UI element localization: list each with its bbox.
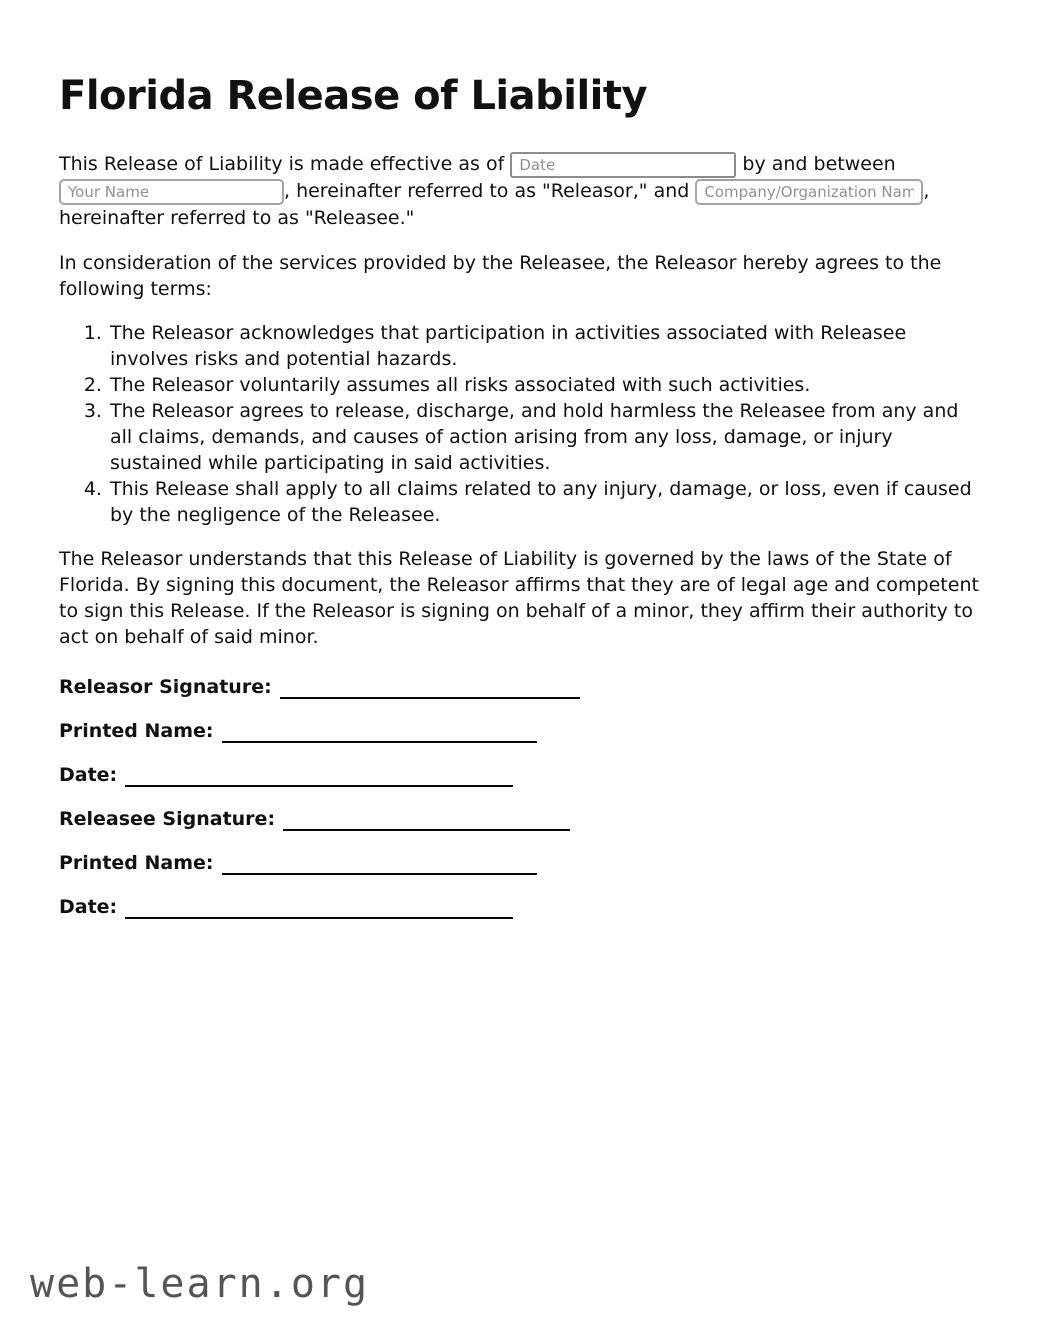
- term-item-4: 4. This Release shall apply to all claims related to any injury, damage, or loss, even if caused by the negligence of the Releasee.: [108, 476, 979, 528]
- consideration-paragraph: In consideration of the services provided by the Releasee, the Releasor hereby agrees to the following terms:: [59, 252, 942, 300]
- releasor-printed-name-label: Printed Name:: [59, 720, 214, 742]
- intro-text-after-name: , hereinafter referred to as "Releasor," and: [284, 180, 690, 202]
- governing-law-paragraph: The Releasor understands that this Release of Liability is governed by the laws of the State of Florida. By signing this document, the Releasor affirms that they are of legal age and competent to sign this Release. If the Releasor is signing on behalf of a minor, they affirm their authority to act on behalf of said minor.: [59, 548, 979, 648]
- signature-block: [59, 675, 979, 919]
- intro-paragraph: [59, 151, 979, 232]
- company-name-input[interactable]: [695, 179, 923, 205]
- term-item-2: 2. The Releasor voluntarily assumes all risks associated with such activities.: [108, 372, 979, 398]
- releasee-date-label: Date:: [59, 896, 118, 918]
- releasee-printed-name-label: Printed Name:: [59, 852, 214, 874]
- terms-list: [59, 320, 979, 528]
- releasee-signature-label: Releasee Signature:: [59, 808, 276, 830]
- document-title: Florida Release of Liability: [59, 73, 648, 119]
- releasor-printed-name-row: [59, 719, 979, 743]
- watermark-footer: web-learn.org: [30, 1261, 370, 1307]
- releasor-name-input[interactable]: [59, 179, 284, 205]
- releasor-printed-name-line: [222, 723, 537, 743]
- releasor-date-label: Date:: [59, 764, 118, 786]
- term-item-3: 3. The Releasor agrees to release, discharge, and hold harmless the Releasee from any and all claims, demands, and causes of action arising from any loss, damage, or injury sustained while participating in said activities.: [108, 398, 979, 476]
- term-item-1: 1. The Releasor acknowledges that participation in activities associated with Releasee involves risks and potential hazards.: [108, 320, 979, 372]
- releasee-printed-name-row: [59, 851, 979, 875]
- releasor-date-row: [59, 763, 979, 787]
- releasor-signature-row: [59, 675, 979, 699]
- releasor-date-line: [125, 767, 513, 787]
- releasee-printed-name-line: [222, 855, 537, 875]
- intro-text-before-date: This Release of Liability is made effective as of: [59, 153, 505, 175]
- releasee-signature-line: [283, 811, 570, 831]
- releasor-signature-label: Releasor Signature:: [59, 676, 272, 698]
- releasor-signature-line: [280, 679, 580, 699]
- date-input[interactable]: [510, 152, 736, 178]
- releasee-signature-row: [59, 807, 979, 831]
- intro-text-after-date: by and between: [742, 153, 896, 175]
- intro-text-after-company: , hereinafter referred to as "Releasee.": [59, 180, 930, 229]
- releasee-date-line: [125, 899, 513, 919]
- releasee-date-row: [59, 895, 979, 919]
